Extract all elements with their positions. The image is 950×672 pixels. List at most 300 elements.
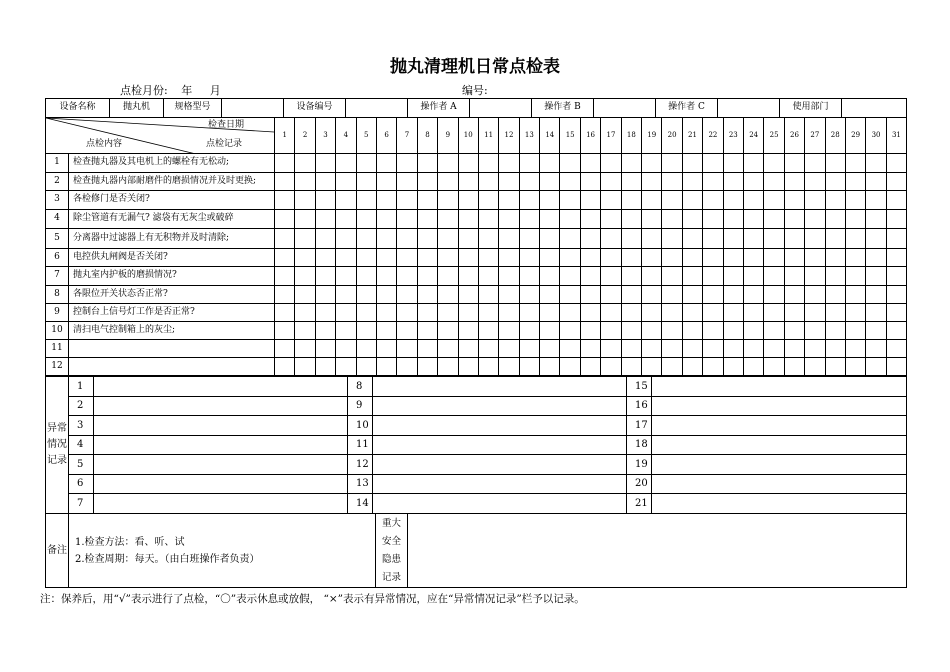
check-cell[interactable] — [295, 267, 315, 286]
check-cell[interactable] — [682, 210, 702, 229]
check-cell[interactable] — [499, 210, 519, 229]
check-cell[interactable] — [540, 210, 560, 229]
check-cell[interactable] — [376, 340, 396, 358]
check-cell[interactable] — [499, 249, 519, 267]
check-cell[interactable] — [275, 249, 295, 267]
check-cell[interactable] — [356, 249, 376, 267]
check-cell[interactable] — [417, 358, 437, 376]
check-cell[interactable] — [336, 210, 356, 229]
check-cell[interactable] — [336, 304, 356, 322]
check-cell[interactable] — [682, 267, 702, 286]
check-cell[interactable] — [478, 191, 498, 210]
check-cell[interactable] — [519, 358, 539, 376]
check-cell[interactable] — [621, 249, 641, 267]
operator-a-value[interactable] — [470, 99, 532, 118]
check-cell[interactable] — [560, 210, 580, 229]
check-cell[interactable] — [784, 210, 804, 229]
check-cell[interactable] — [356, 210, 376, 229]
check-cell[interactable] — [784, 191, 804, 210]
check-cell[interactable] — [295, 154, 315, 173]
check-cell[interactable] — [805, 154, 825, 173]
check-cell[interactable] — [356, 173, 376, 191]
check-cell[interactable] — [540, 267, 560, 286]
check-cell[interactable] — [397, 210, 417, 229]
check-cell[interactable] — [764, 210, 784, 229]
check-cell[interactable] — [540, 191, 560, 210]
check-cell[interactable] — [805, 173, 825, 191]
check-cell[interactable] — [886, 358, 906, 376]
abnormal-record-field[interactable] — [652, 435, 907, 455]
check-cell[interactable] — [866, 173, 886, 191]
check-cell[interactable] — [315, 304, 335, 322]
check-cell[interactable] — [662, 267, 682, 286]
check-cell[interactable] — [764, 154, 784, 173]
check-cell[interactable] — [642, 286, 662, 304]
check-cell[interactable] — [743, 267, 763, 286]
check-cell[interactable] — [478, 249, 498, 267]
check-cell[interactable] — [784, 229, 804, 249]
check-cell[interactable] — [499, 322, 519, 340]
check-cell[interactable] — [540, 358, 560, 376]
check-cell[interactable] — [478, 322, 498, 340]
check-cell[interactable] — [580, 249, 600, 267]
check-cell[interactable] — [376, 229, 396, 249]
check-cell[interactable] — [743, 191, 763, 210]
check-cell[interactable] — [315, 249, 335, 267]
check-cell[interactable] — [540, 249, 560, 267]
check-cell[interactable] — [275, 340, 295, 358]
check-cell[interactable] — [478, 267, 498, 286]
check-cell[interactable] — [417, 229, 437, 249]
check-cell[interactable] — [621, 267, 641, 286]
check-cell[interactable] — [438, 267, 458, 286]
check-cell[interactable] — [560, 340, 580, 358]
check-cell[interactable] — [275, 154, 295, 173]
check-cell[interactable] — [438, 358, 458, 376]
check-cell[interactable] — [356, 322, 376, 340]
check-cell[interactable] — [743, 304, 763, 322]
check-cell[interactable] — [478, 229, 498, 249]
abnormal-record-field[interactable] — [373, 494, 627, 514]
check-cell[interactable] — [662, 173, 682, 191]
check-cell[interactable] — [723, 229, 743, 249]
check-cell[interactable] — [642, 340, 662, 358]
check-cell[interactable] — [275, 322, 295, 340]
abnormal-record-field[interactable] — [652, 455, 907, 475]
check-cell[interactable] — [397, 286, 417, 304]
check-cell[interactable] — [723, 173, 743, 191]
check-cell[interactable] — [275, 229, 295, 249]
check-cell[interactable] — [499, 267, 519, 286]
check-cell[interactable] — [540, 340, 560, 358]
check-cell[interactable] — [601, 322, 621, 340]
check-cell[interactable] — [805, 210, 825, 229]
check-cell[interactable] — [825, 304, 845, 322]
check-cell[interactable] — [519, 340, 539, 358]
check-cell[interactable] — [845, 358, 865, 376]
abnormal-record-field[interactable] — [373, 455, 627, 475]
check-cell[interactable] — [397, 154, 417, 173]
check-cell[interactable] — [417, 154, 437, 173]
check-cell[interactable] — [703, 210, 723, 229]
check-cell[interactable] — [886, 322, 906, 340]
check-cell[interactable] — [743, 358, 763, 376]
check-cell[interactable] — [886, 267, 906, 286]
check-cell[interactable] — [805, 249, 825, 267]
check-cell[interactable] — [621, 340, 641, 358]
check-cell[interactable] — [295, 191, 315, 210]
check-cell[interactable] — [315, 229, 335, 249]
check-cell[interactable] — [580, 358, 600, 376]
device-name-value[interactable]: 抛丸机 — [110, 99, 164, 118]
check-cell[interactable] — [642, 229, 662, 249]
check-cell[interactable] — [275, 173, 295, 191]
check-cell[interactable] — [295, 322, 315, 340]
check-cell[interactable] — [784, 340, 804, 358]
check-cell[interactable] — [580, 210, 600, 229]
check-cell[interactable] — [580, 286, 600, 304]
check-cell[interactable] — [886, 340, 906, 358]
check-cell[interactable] — [499, 229, 519, 249]
check-cell[interactable] — [825, 249, 845, 267]
check-cell[interactable] — [682, 286, 702, 304]
abnormal-record-field[interactable] — [652, 416, 907, 436]
check-cell[interactable] — [723, 304, 743, 322]
check-cell[interactable] — [784, 304, 804, 322]
check-cell[interactable] — [458, 173, 478, 191]
check-cell[interactable] — [356, 286, 376, 304]
check-cell[interactable] — [825, 286, 845, 304]
check-cell[interactable] — [621, 304, 641, 322]
check-cell[interactable] — [886, 249, 906, 267]
check-cell[interactable] — [805, 322, 825, 340]
check-cell[interactable] — [478, 210, 498, 229]
check-cell[interactable] — [315, 210, 335, 229]
check-cell[interactable] — [438, 210, 458, 229]
check-cell[interactable] — [458, 304, 478, 322]
check-cell[interactable] — [703, 249, 723, 267]
check-cell[interactable] — [336, 154, 356, 173]
check-cell[interactable] — [376, 249, 396, 267]
check-cell[interactable] — [560, 191, 580, 210]
check-cell[interactable] — [845, 304, 865, 322]
check-cell[interactable] — [805, 286, 825, 304]
check-cell[interactable] — [499, 173, 519, 191]
check-cell[interactable] — [764, 304, 784, 322]
check-cell[interactable] — [560, 267, 580, 286]
check-cell[interactable] — [417, 286, 437, 304]
check-cell[interactable] — [743, 229, 763, 249]
check-cell[interactable] — [438, 322, 458, 340]
check-cell[interactable] — [642, 267, 662, 286]
abnormal-record-field[interactable] — [373, 416, 627, 436]
check-cell[interactable] — [560, 229, 580, 249]
abnormal-record-field[interactable] — [373, 435, 627, 455]
check-cell[interactable] — [519, 286, 539, 304]
check-cell[interactable] — [417, 267, 437, 286]
check-cell[interactable] — [662, 304, 682, 322]
check-cell[interactable] — [764, 340, 784, 358]
check-cell[interactable] — [642, 358, 662, 376]
operator-c-value[interactable] — [718, 99, 780, 118]
check-cell[interactable] — [886, 229, 906, 249]
check-cell[interactable] — [376, 173, 396, 191]
abnormal-record-field[interactable] — [373, 377, 627, 397]
check-cell[interactable] — [295, 173, 315, 191]
check-cell[interactable] — [682, 358, 702, 376]
check-cell[interactable] — [723, 267, 743, 286]
check-cell[interactable] — [743, 173, 763, 191]
check-cell[interactable] — [662, 210, 682, 229]
check-cell[interactable] — [356, 304, 376, 322]
check-cell[interactable] — [580, 229, 600, 249]
check-cell[interactable] — [458, 249, 478, 267]
check-cell[interactable] — [601, 173, 621, 191]
check-cell[interactable] — [580, 191, 600, 210]
check-cell[interactable] — [601, 340, 621, 358]
check-cell[interactable] — [560, 154, 580, 173]
check-cell[interactable] — [886, 154, 906, 173]
check-cell[interactable] — [519, 154, 539, 173]
check-cell[interactable] — [703, 173, 723, 191]
check-cell[interactable] — [703, 229, 723, 249]
check-cell[interactable] — [764, 249, 784, 267]
check-cell[interactable] — [621, 191, 641, 210]
check-cell[interactable] — [601, 249, 621, 267]
check-cell[interactable] — [845, 154, 865, 173]
check-cell[interactable] — [825, 229, 845, 249]
check-cell[interactable] — [417, 249, 437, 267]
check-cell[interactable] — [866, 340, 886, 358]
check-cell[interactable] — [478, 358, 498, 376]
check-cell[interactable] — [560, 249, 580, 267]
model-value[interactable] — [222, 99, 284, 118]
check-cell[interactable] — [560, 286, 580, 304]
check-cell[interactable] — [275, 191, 295, 210]
check-cell[interactable] — [845, 173, 865, 191]
check-cell[interactable] — [825, 322, 845, 340]
check-cell[interactable] — [336, 229, 356, 249]
check-cell[interactable] — [723, 340, 743, 358]
check-cell[interactable] — [601, 154, 621, 173]
check-cell[interactable] — [662, 154, 682, 173]
check-cell[interactable] — [376, 358, 396, 376]
check-cell[interactable] — [580, 340, 600, 358]
check-cell[interactable] — [295, 358, 315, 376]
check-cell[interactable] — [662, 322, 682, 340]
check-cell[interactable] — [397, 304, 417, 322]
check-cell[interactable] — [478, 286, 498, 304]
check-cell[interactable] — [621, 173, 641, 191]
check-cell[interactable] — [601, 304, 621, 322]
check-cell[interactable] — [540, 286, 560, 304]
check-cell[interactable] — [764, 229, 784, 249]
check-cell[interactable] — [417, 304, 437, 322]
check-cell[interactable] — [866, 210, 886, 229]
check-cell[interactable] — [560, 173, 580, 191]
check-cell[interactable] — [784, 173, 804, 191]
check-cell[interactable] — [499, 286, 519, 304]
check-cell[interactable] — [845, 191, 865, 210]
check-cell[interactable] — [580, 267, 600, 286]
check-cell[interactable] — [723, 210, 743, 229]
check-cell[interactable] — [703, 322, 723, 340]
check-cell[interactable] — [356, 267, 376, 286]
check-cell[interactable] — [438, 191, 458, 210]
check-cell[interactable] — [662, 358, 682, 376]
check-cell[interactable] — [642, 304, 662, 322]
check-cell[interactable] — [438, 173, 458, 191]
check-cell[interactable] — [417, 191, 437, 210]
check-cell[interactable] — [886, 191, 906, 210]
check-cell[interactable] — [805, 358, 825, 376]
check-cell[interactable] — [336, 191, 356, 210]
check-cell[interactable] — [519, 267, 539, 286]
check-cell[interactable] — [764, 173, 784, 191]
abnormal-record-field[interactable] — [94, 435, 348, 455]
check-cell[interactable] — [723, 322, 743, 340]
check-cell[interactable] — [642, 191, 662, 210]
check-cell[interactable] — [315, 286, 335, 304]
check-cell[interactable] — [601, 210, 621, 229]
check-cell[interactable] — [560, 304, 580, 322]
check-cell[interactable] — [805, 229, 825, 249]
check-cell[interactable] — [315, 267, 335, 286]
check-cell[interactable] — [743, 210, 763, 229]
check-cell[interactable] — [662, 229, 682, 249]
check-cell[interactable] — [784, 286, 804, 304]
check-cell[interactable] — [417, 173, 437, 191]
abnormal-record-field[interactable] — [94, 396, 348, 416]
check-cell[interactable] — [478, 340, 498, 358]
check-cell[interactable] — [682, 229, 702, 249]
check-cell[interactable] — [845, 267, 865, 286]
check-cell[interactable] — [805, 340, 825, 358]
check-cell[interactable] — [601, 358, 621, 376]
check-cell[interactable] — [784, 154, 804, 173]
check-cell[interactable] — [519, 249, 539, 267]
check-cell[interactable] — [764, 286, 784, 304]
check-cell[interactable] — [275, 304, 295, 322]
check-cell[interactable] — [601, 229, 621, 249]
check-cell[interactable] — [315, 173, 335, 191]
check-cell[interactable] — [764, 358, 784, 376]
check-cell[interactable] — [397, 322, 417, 340]
check-cell[interactable] — [703, 304, 723, 322]
check-cell[interactable] — [336, 340, 356, 358]
check-cell[interactable] — [478, 304, 498, 322]
check-cell[interactable] — [580, 322, 600, 340]
check-cell[interactable] — [825, 173, 845, 191]
check-cell[interactable] — [458, 286, 478, 304]
check-cell[interactable] — [825, 358, 845, 376]
check-cell[interactable] — [642, 173, 662, 191]
check-cell[interactable] — [376, 322, 396, 340]
check-cell[interactable] — [825, 210, 845, 229]
check-cell[interactable] — [499, 154, 519, 173]
check-cell[interactable] — [866, 286, 886, 304]
check-cell[interactable] — [703, 358, 723, 376]
check-cell[interactable] — [805, 267, 825, 286]
abnormal-record-field[interactable] — [94, 377, 348, 397]
check-cell[interactable] — [723, 286, 743, 304]
check-cell[interactable] — [519, 229, 539, 249]
abnormal-record-field[interactable] — [94, 474, 348, 494]
check-cell[interactable] — [438, 229, 458, 249]
check-cell[interactable] — [601, 267, 621, 286]
check-cell[interactable] — [886, 173, 906, 191]
check-cell[interactable] — [845, 340, 865, 358]
check-cell[interactable] — [764, 191, 784, 210]
check-cell[interactable] — [540, 304, 560, 322]
check-cell[interactable] — [397, 229, 417, 249]
check-cell[interactable] — [682, 322, 702, 340]
check-cell[interactable] — [621, 322, 641, 340]
check-cell[interactable] — [295, 286, 315, 304]
check-cell[interactable] — [397, 173, 417, 191]
check-cell[interactable] — [376, 191, 396, 210]
abnormal-record-field[interactable] — [652, 377, 907, 397]
check-cell[interactable] — [662, 286, 682, 304]
check-cell[interactable] — [295, 210, 315, 229]
abnormal-record-field[interactable] — [94, 494, 348, 514]
check-cell[interactable] — [438, 286, 458, 304]
check-cell[interactable] — [682, 154, 702, 173]
check-cell[interactable] — [580, 304, 600, 322]
check-cell[interactable] — [866, 191, 886, 210]
check-cell[interactable] — [682, 191, 702, 210]
check-cell[interactable] — [642, 249, 662, 267]
check-cell[interactable] — [743, 249, 763, 267]
check-cell[interactable] — [376, 267, 396, 286]
check-cell[interactable] — [560, 322, 580, 340]
check-cell[interactable] — [743, 154, 763, 173]
check-cell[interactable] — [458, 267, 478, 286]
check-cell[interactable] — [723, 154, 743, 173]
check-cell[interactable] — [376, 304, 396, 322]
check-cell[interactable] — [601, 191, 621, 210]
check-cell[interactable] — [438, 154, 458, 173]
check-cell[interactable] — [703, 267, 723, 286]
check-cell[interactable] — [336, 173, 356, 191]
check-cell[interactable] — [315, 154, 335, 173]
check-cell[interactable] — [764, 322, 784, 340]
check-cell[interactable] — [540, 229, 560, 249]
check-cell[interactable] — [642, 322, 662, 340]
check-cell[interactable] — [397, 191, 417, 210]
check-cell[interactable] — [784, 267, 804, 286]
check-cell[interactable] — [621, 358, 641, 376]
check-cell[interactable] — [662, 340, 682, 358]
check-cell[interactable] — [397, 249, 417, 267]
check-cell[interactable] — [417, 210, 437, 229]
check-cell[interactable] — [723, 358, 743, 376]
check-cell[interactable] — [336, 358, 356, 376]
check-cell[interactable] — [540, 154, 560, 173]
check-cell[interactable] — [458, 340, 478, 358]
abnormal-record-field[interactable] — [652, 396, 907, 416]
check-cell[interactable] — [499, 304, 519, 322]
check-cell[interactable] — [784, 249, 804, 267]
check-cell[interactable] — [275, 286, 295, 304]
check-cell[interactable] — [275, 267, 295, 286]
check-cell[interactable] — [866, 304, 886, 322]
check-cell[interactable] — [376, 210, 396, 229]
check-cell[interactable] — [743, 340, 763, 358]
check-cell[interactable] — [458, 191, 478, 210]
check-cell[interactable] — [540, 173, 560, 191]
check-cell[interactable] — [723, 191, 743, 210]
